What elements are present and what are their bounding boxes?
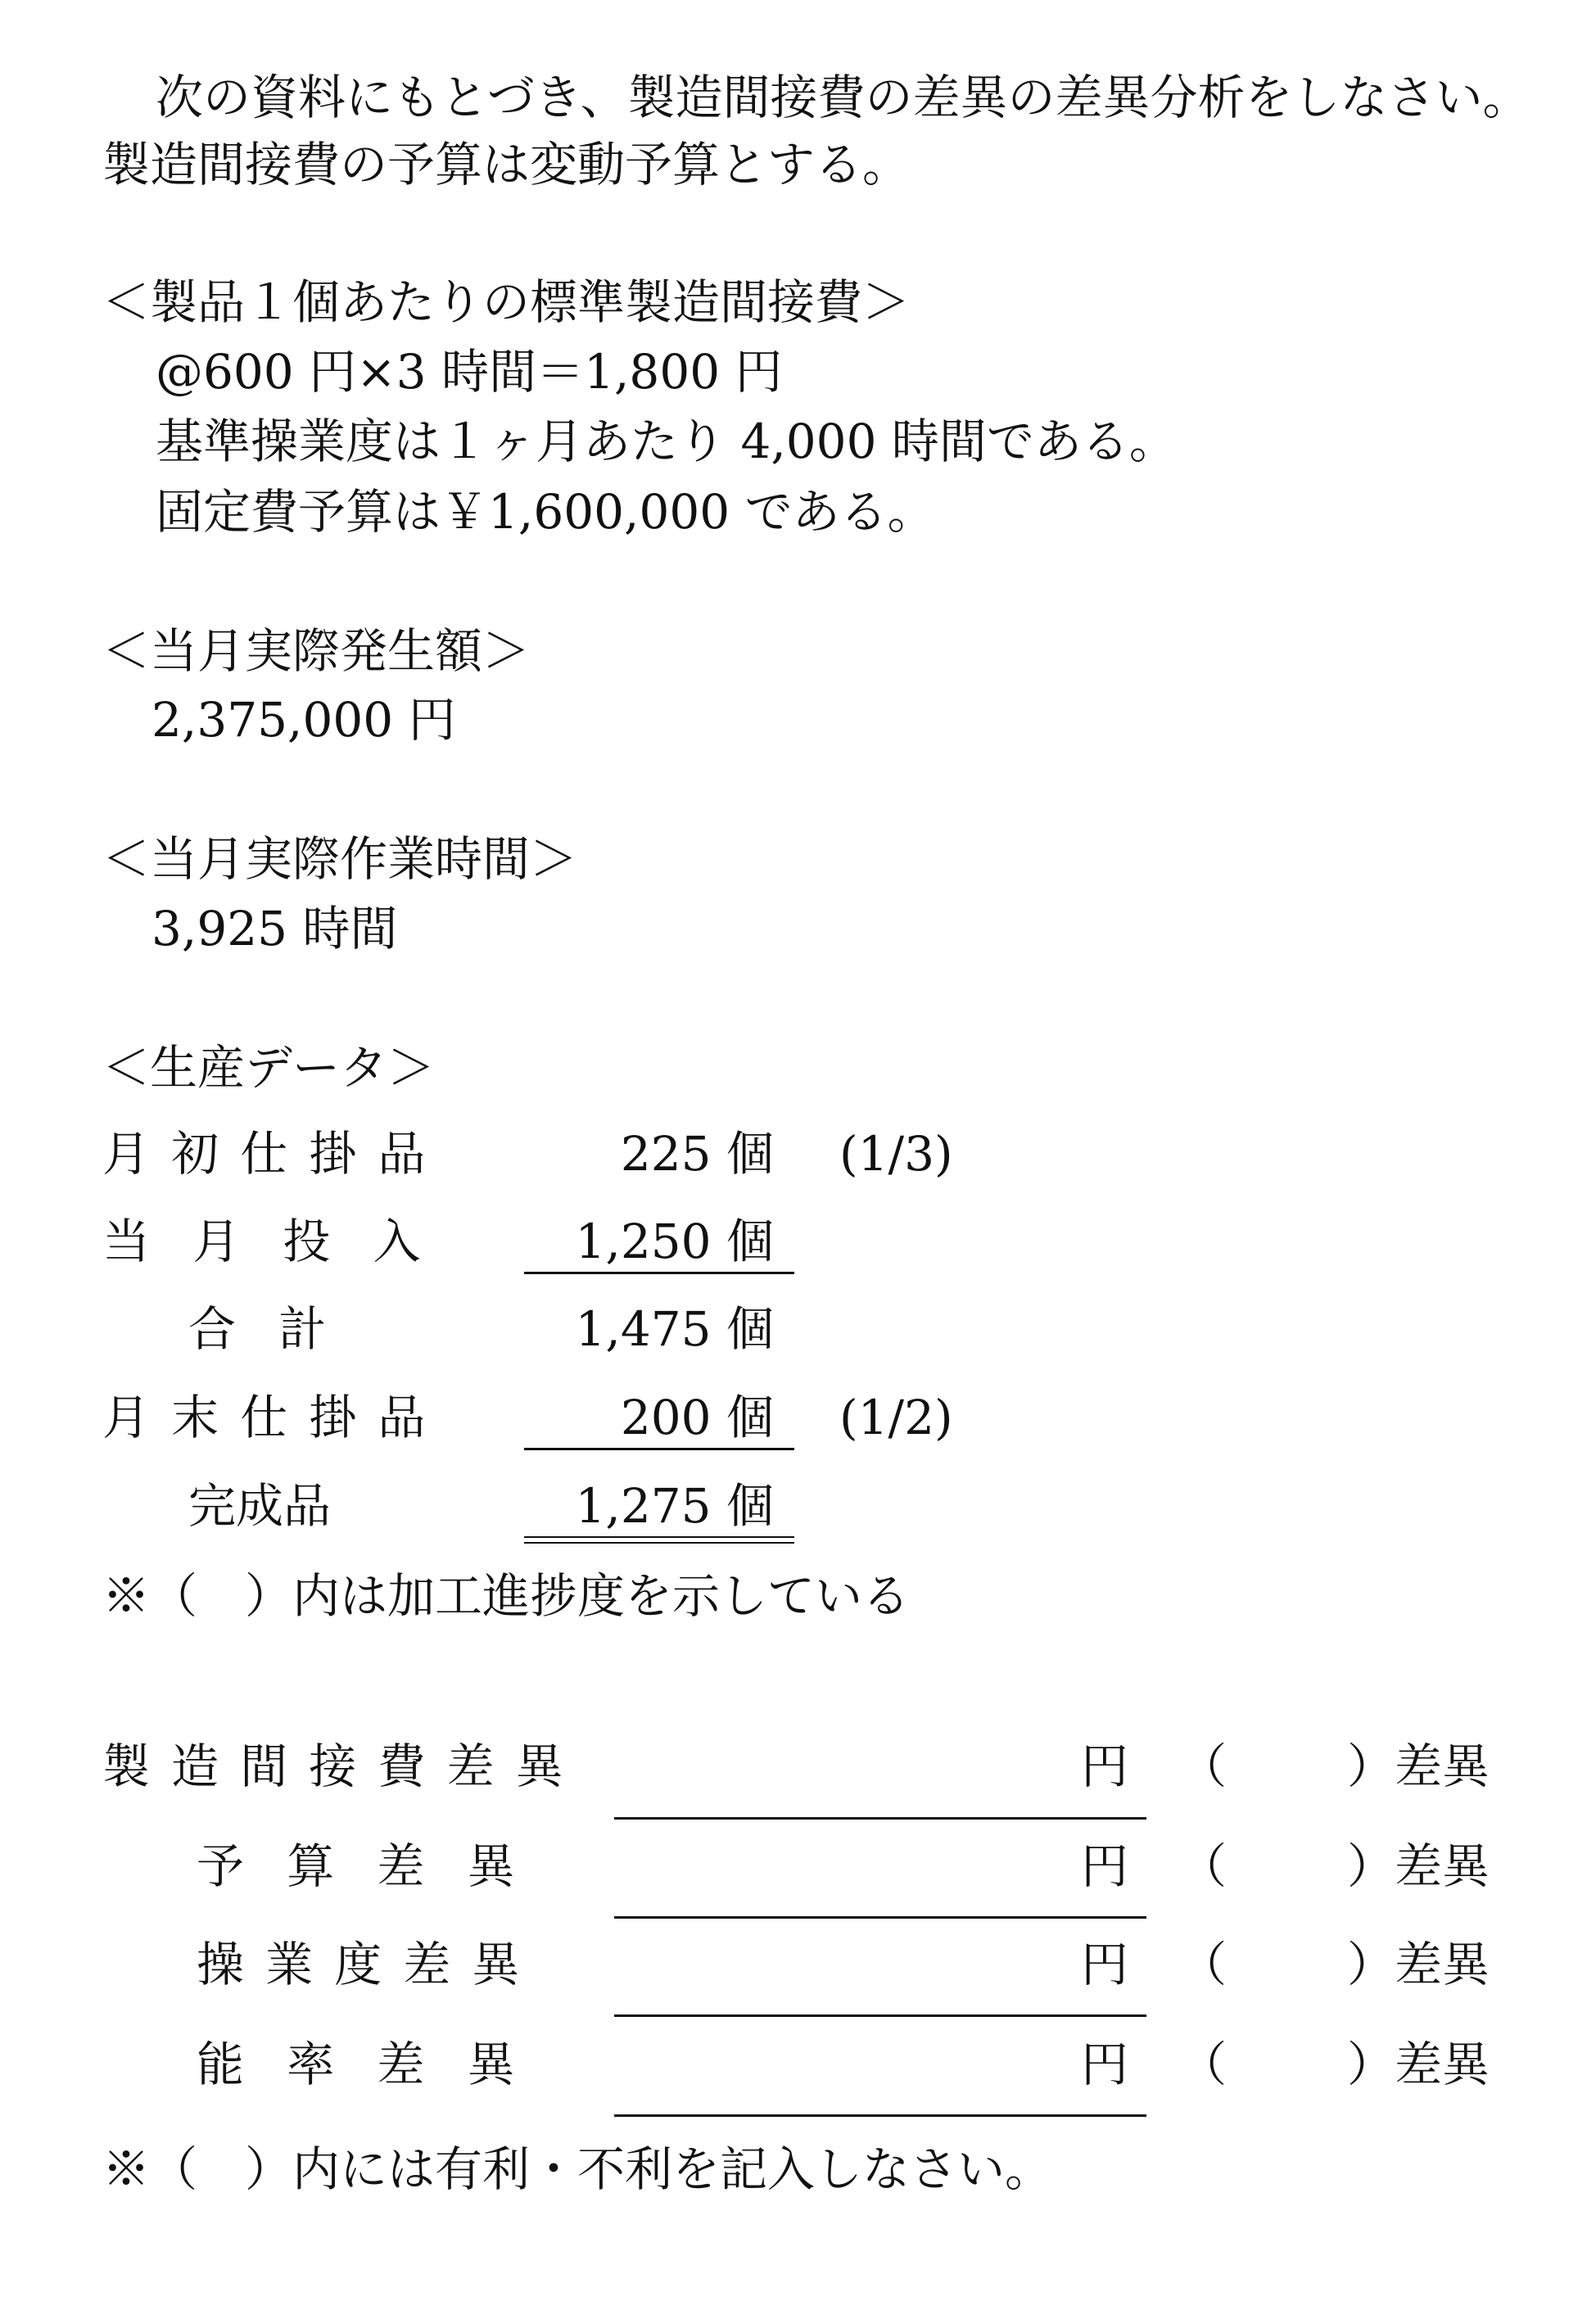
actual-cost-value: 2,375,000 円 <box>151 692 456 748</box>
production-label-completed: 完成品 <box>188 1478 332 1534</box>
production-heading: ＜生産データ＞ <box>102 1040 436 1096</box>
production-value-input: 1,250 個 <box>575 1214 774 1269</box>
actual-hours-heading: ＜当月実際作業時間＞ <box>102 831 578 887</box>
answer-label-overhead-variance: 製造間接費差異 <box>102 1739 585 1794</box>
answer-label-volume-variance: 操業度差異 <box>197 1937 541 1992</box>
subtotal-rule <box>524 1272 794 1274</box>
instruction-line-2: 製造間接費の予算は変動予算とする。 <box>102 137 911 192</box>
production-label-ending-wip: 月末仕掛品 <box>102 1390 447 1445</box>
production-label-total: 合計 <box>188 1301 369 1357</box>
production-value-ending-wip: 200 個 <box>620 1390 774 1445</box>
answer-open-budget-variance: （ <box>1179 1838 1228 1894</box>
answer-unit-budget-variance: 円 <box>1081 1838 1129 1894</box>
answer-unit-volume-variance: 円 <box>1081 1937 1129 1992</box>
answer-unit-overhead-variance: 円 <box>1081 1739 1129 1794</box>
completed-double-rule <box>524 1536 794 1544</box>
answer-close-overhead-variance: ）差異 <box>1347 1739 1490 1794</box>
production-value-total: 1,475 個 <box>575 1301 774 1357</box>
ending-wip-rule <box>524 1448 794 1450</box>
answer-blank-overhead-variance[interactable] <box>614 1817 1146 1820</box>
production-label-beginning-wip: 月初仕掛品 <box>102 1126 447 1182</box>
standard-formula: @600 円×3 時間＝1,800 円 <box>156 344 783 400</box>
instruction-line-1: 次の資料にもとづき、製造間接費の差異の差異分析をしなさい。 <box>156 70 1530 125</box>
production-value-completed: 1,275 個 <box>575 1478 774 1534</box>
answer-blank-budget-variance[interactable] <box>614 1916 1146 1919</box>
answer-unit-efficiency-variance: 円 <box>1081 2037 1129 2092</box>
production-value-beginning-wip: 225 個 <box>620 1126 774 1182</box>
production-label-input: 当月投入 <box>102 1214 463 1269</box>
answer-footnote: ※（ ）内には有利・不利を記入しなさい。 <box>102 2141 1053 2197</box>
answer-open-overhead-variance: （ <box>1179 1739 1228 1794</box>
standard-heading: ＜製品１個あたりの標準製造間接費＞ <box>102 274 911 330</box>
answer-label-budget-variance: 予算差異 <box>197 1838 558 1894</box>
answer-open-efficiency-variance: （ <box>1179 2037 1228 2092</box>
answer-blank-volume-variance[interactable] <box>614 2014 1146 2017</box>
production-note-ending-wip: (1/2) <box>839 1390 953 1445</box>
actual-hours-value: 3,925 時間 <box>151 901 398 956</box>
production-note-beginning-wip: (1/3) <box>839 1126 953 1182</box>
actual-cost-heading: ＜当月実際発生額＞ <box>102 623 531 679</box>
answer-label-efficiency-variance: 能率差異 <box>197 2037 558 2092</box>
answer-close-efficiency-variance: ）差異 <box>1347 2037 1490 2092</box>
answer-close-budget-variance: ）差異 <box>1347 1838 1490 1894</box>
answer-open-volume-variance: （ <box>1179 1937 1228 1992</box>
base-activity: 基準操業度は１ヶ月あたり 4,000 時間である。 <box>156 414 1177 469</box>
fixed-budget: 固定費予算は￥1,600,000 である。 <box>156 484 935 540</box>
answer-blank-efficiency-variance[interactable] <box>614 2114 1146 2117</box>
production-footnote: ※（ ）内は加工進捗度を示している <box>102 1568 911 1624</box>
answer-close-volume-variance: ）差異 <box>1347 1937 1490 1992</box>
